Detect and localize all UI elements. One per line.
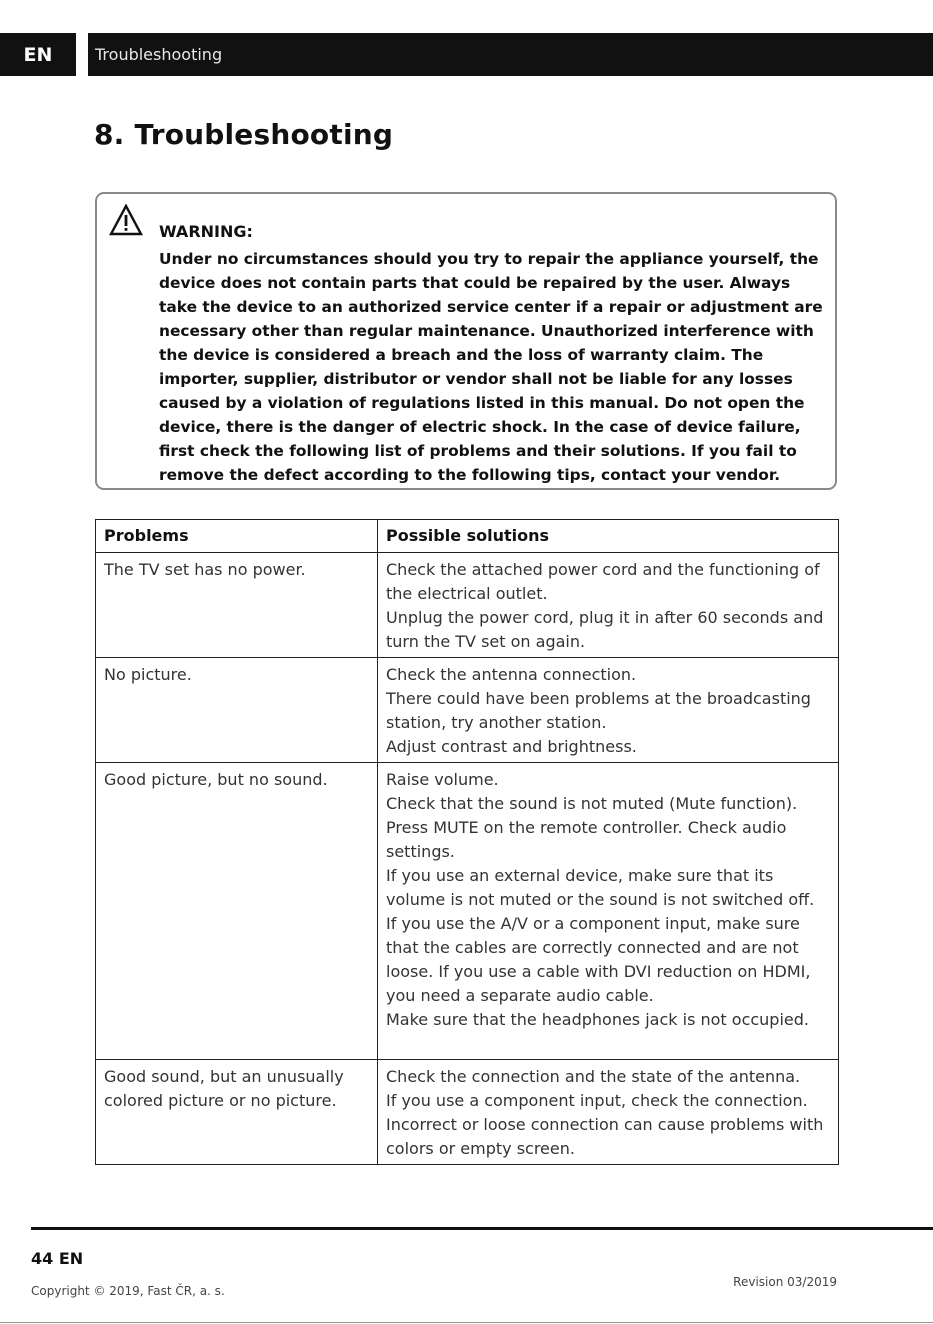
revision: Revision 03/2019 xyxy=(733,1275,837,1289)
solution-item: Adjust contrast and brightness. xyxy=(386,737,637,756)
table-row xyxy=(96,763,839,1060)
solution-item: There could have been problems at the broadcasting station, try another station. xyxy=(386,689,811,732)
section-header-label: Troubleshooting xyxy=(95,45,223,64)
solution-item: Unplug the power cord, plug it in after 60 seconds and turn the TV set on again. xyxy=(386,608,824,651)
solution-item: Check the antenna connection. xyxy=(386,665,637,684)
solution-item: Make sure that the headphones jack is not occupied. xyxy=(386,1010,809,1029)
footer-rule xyxy=(31,1227,933,1230)
solution-item: If you use the A/V or a component input, make sure that the cables are correctly connected and are not loose. If you use a cable with DVI reduction on HDMI, you need a separate audio cable. xyxy=(386,914,811,1005)
table-row xyxy=(96,1060,839,1165)
language-badge: EN xyxy=(0,33,76,76)
solution-item: Check that the sound is not muted (Mute function). xyxy=(386,794,798,813)
solutions-cell xyxy=(378,553,839,658)
warning-triangle-icon xyxy=(109,204,143,236)
problem-cell: Good sound, but an unusually colored picture or no picture. xyxy=(96,1060,378,1165)
warning-label: WARNING: xyxy=(159,222,253,241)
copyright: Copyright © 2019, Fast ČR, a. s. xyxy=(31,1284,225,1298)
table-header-row xyxy=(96,520,839,553)
solution-item: Check the connection and the state of the antenna. xyxy=(386,1067,801,1086)
solution-item: Raise volume. xyxy=(386,770,499,789)
problem-cell: No picture. xyxy=(96,658,378,763)
page-title: 8. Troubleshooting xyxy=(94,118,394,151)
table-row xyxy=(96,658,839,763)
warning-box xyxy=(95,192,837,490)
solutions-cell xyxy=(378,1060,839,1165)
page-number: 44 EN xyxy=(31,1249,84,1268)
problem-cell: Good picture, but no sound. xyxy=(96,763,378,1060)
solution-item: Check the attached power cord and the functioning of the electrical outlet. xyxy=(386,560,820,603)
troubleshooting-table xyxy=(95,519,839,1165)
solutions-cell xyxy=(378,763,839,1060)
solution-item: If you use an external device, make sure that its volume is not muted or the sound is not switched off. xyxy=(386,866,815,909)
solutions-cell xyxy=(378,658,839,763)
column-header-solutions: Possible solutions xyxy=(378,520,839,553)
solution-item: Press MUTE on the remote controller. Check audio settings. xyxy=(386,818,787,861)
column-header-problems: Problems xyxy=(96,520,378,553)
problem-cell: The TV set has no power. xyxy=(96,553,378,658)
bottom-rule xyxy=(0,1322,933,1323)
solution-item: If you use a component input, check the connection. xyxy=(386,1091,808,1110)
section-header xyxy=(88,33,933,76)
warning-text: Under no circumstances should you try to repair the appliance yourself, the device does not contain parts that could be repaired by the user. Always take the device to an authorized service center if a repair or adjustment are necessary other than regular maintenance. Unauthorized interference with the device is considered a breach and the loss of warranty claim. The importer, supplier, distributor or vendor shall not be liable for any losses caused by a violation of regulations listed in this manual. Do not open the device, there is the danger of electric shock. In the case of device failure, first check the following list of problems and their solutions. If you fail to remove the defect according to the following tips, contact your vendor. xyxy=(159,250,823,484)
solution-item: Incorrect or loose connection can cause problems with colors or empty screen. xyxy=(386,1115,824,1158)
table-row xyxy=(96,553,839,658)
